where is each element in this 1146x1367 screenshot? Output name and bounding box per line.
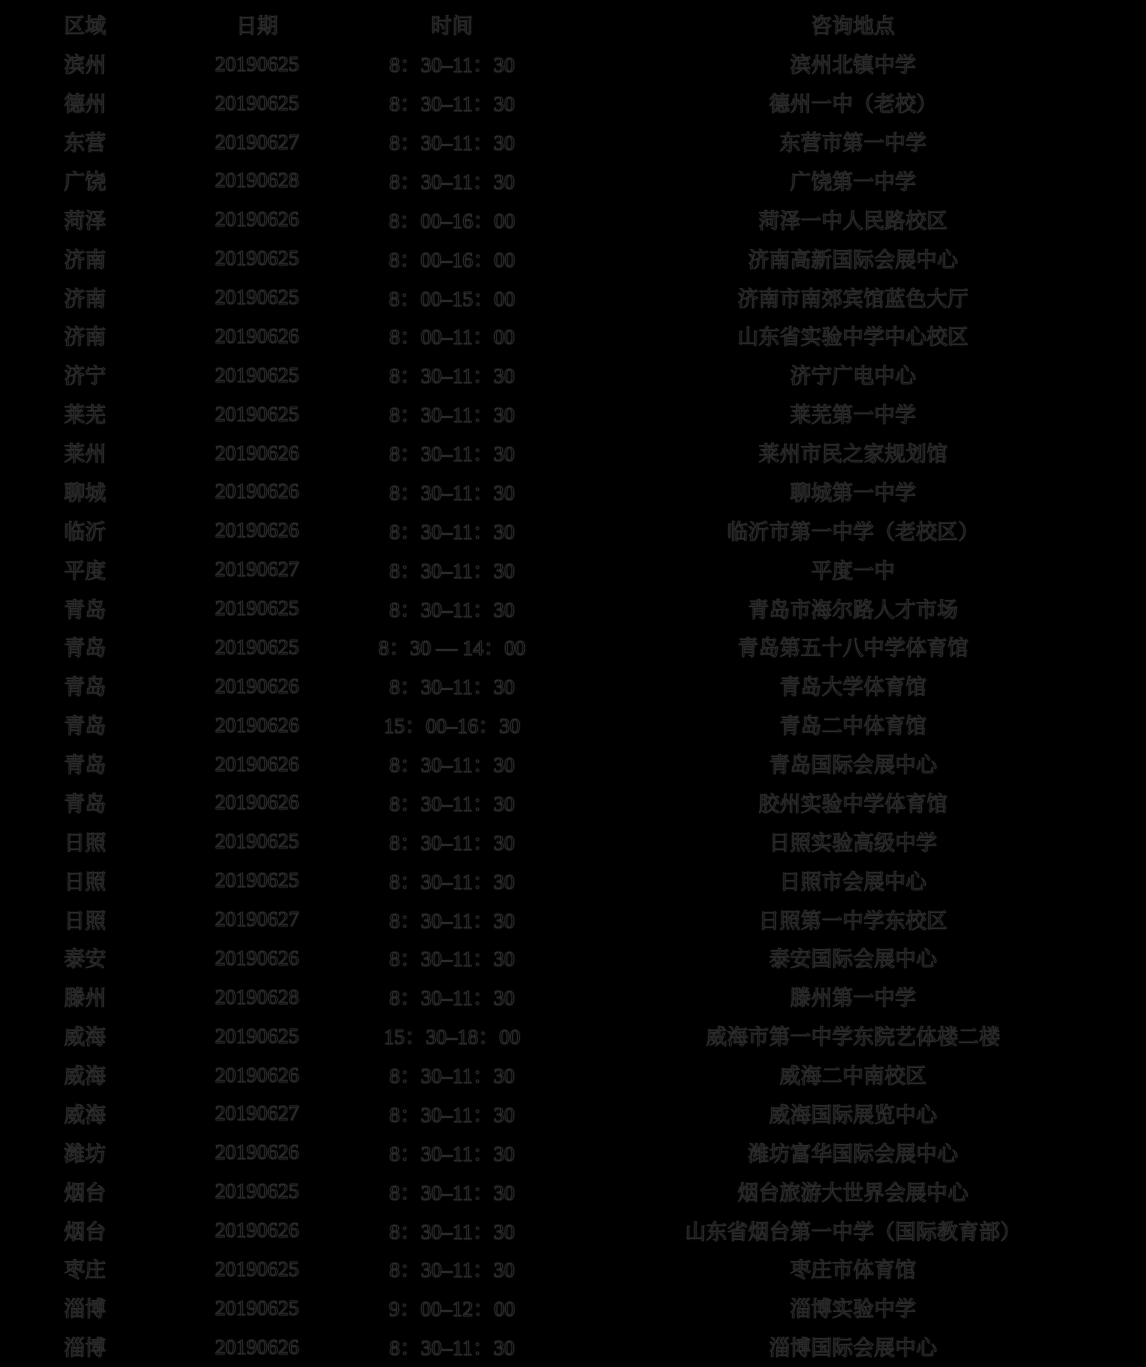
table-row [0, 1172, 1146, 1211]
table-row [0, 511, 1146, 550]
table-row [0, 589, 1146, 628]
cell-date: 20190626 [215, 440, 299, 465]
table-row [0, 356, 1146, 395]
cell-time: 8：30–11：30 [389, 442, 515, 467]
cell-date: 20190625 [215, 1179, 299, 1204]
cell-region: 平度 [64, 558, 106, 583]
cell-time: 8：30–11：30 [389, 480, 515, 505]
cell-location: 青岛大学体育馆 [779, 675, 927, 700]
cell-region: 莱州 [64, 442, 106, 467]
cell-date: 20190626 [215, 712, 299, 737]
cell-location: 平度一中 [811, 558, 895, 583]
table-row [0, 1328, 1146, 1367]
cell-location: 泰安国际会展中心 [769, 947, 937, 972]
table-row [0, 745, 1146, 784]
cell-time: 8：00–11：00 [389, 325, 515, 350]
cell-location: 青岛二中体育馆 [779, 714, 927, 739]
table-row [0, 317, 1146, 356]
cell-time: 8：30–11：30 [389, 753, 515, 778]
cell-date: 20190625 [215, 246, 299, 271]
table-row [0, 667, 1146, 706]
cell-location: 聊城第一中学 [790, 480, 916, 505]
cell-location: 山东省烟台第一中学（国际教育部） [685, 1219, 1021, 1244]
cell-time: 8：30–11：30 [389, 519, 515, 544]
cell-location: 菏泽一中人民路校区 [758, 208, 948, 233]
cell-date: 20190625 [215, 90, 299, 115]
cell-date: 20190627 [215, 907, 299, 932]
cell-region: 青岛 [64, 791, 106, 816]
cell-time: 8：30–11：30 [389, 1102, 515, 1127]
cell-region: 威海 [64, 1064, 106, 1089]
cell-region: 济南 [64, 247, 106, 272]
table-row [0, 239, 1146, 278]
cell-time: 9：00–12：00 [389, 1297, 515, 1322]
cell-date: 20190626 [215, 479, 299, 504]
cell-time: 8：30–11：30 [389, 1141, 515, 1166]
cell-date: 20190625 [215, 1295, 299, 1320]
cell-date: 20190625 [215, 1023, 299, 1048]
table-row [0, 434, 1146, 473]
cell-location: 威海二中南校区 [779, 1064, 927, 1089]
cell-region: 泰安 [64, 947, 106, 972]
cell-location: 烟台旅游大世界会展中心 [737, 1180, 969, 1205]
cell-location: 济宁广电中心 [790, 364, 916, 389]
cell-time: 8：30–11：30 [389, 1219, 515, 1244]
cell-time: 8：30–11：30 [389, 53, 515, 78]
cell-date: 20190625 [215, 1256, 299, 1281]
cell-region: 滨州 [64, 53, 106, 78]
cell-date: 20190625 [215, 596, 299, 621]
cell-date: 20190628 [215, 168, 299, 193]
cell-date: 20190625 [215, 401, 299, 426]
cell-region: 日照 [64, 830, 106, 855]
cell-date: 20190626 [215, 207, 299, 232]
header-cell-location: 咨询地点 [811, 14, 895, 39]
cell-time: 8：30–11：30 [389, 1258, 515, 1283]
table-header-row [0, 6, 1146, 45]
cell-region: 青岛 [64, 714, 106, 739]
table-row [0, 784, 1146, 823]
cell-date: 20190625 [215, 285, 299, 310]
header-cell-time: 时间 [431, 14, 473, 39]
cell-time: 8：30–11：30 [389, 830, 515, 855]
cell-time: 8：30–11：30 [389, 986, 515, 1011]
cell-time: 8：30–11：30 [389, 558, 515, 583]
cell-location: 济南高新国际会展中心 [748, 247, 958, 272]
cell-location: 日照第一中学东校区 [758, 908, 948, 933]
table-row [0, 395, 1146, 434]
cell-region: 日照 [64, 908, 106, 933]
cell-date: 20190626 [215, 1140, 299, 1165]
cell-region: 聊城 [64, 480, 106, 505]
table-row [0, 900, 1146, 939]
table-row [0, 278, 1146, 317]
cell-region: 烟台 [64, 1219, 106, 1244]
cell-date: 20190626 [215, 945, 299, 970]
cell-time: 8：30–11：30 [389, 791, 515, 816]
cell-region: 临沂 [64, 519, 106, 544]
header-cell-region: 区域 [64, 14, 106, 39]
cell-location: 滕州第一中学 [790, 986, 916, 1011]
cell-date: 20190626 [215, 673, 299, 698]
cell-time: 15：30–18：00 [383, 1025, 521, 1050]
cell-region: 青岛 [64, 636, 106, 661]
cell-region: 枣庄 [64, 1258, 106, 1283]
cell-time: 8：30–11：30 [389, 1064, 515, 1089]
cell-region: 青岛 [64, 675, 106, 700]
table-row [0, 45, 1146, 84]
table-row [0, 1133, 1146, 1172]
cell-time: 8：00–16：00 [389, 247, 515, 272]
table-row [0, 1017, 1146, 1056]
cell-date: 20190626 [215, 1334, 299, 1359]
cell-region: 烟台 [64, 1180, 106, 1205]
cell-date: 20190627 [215, 1101, 299, 1126]
cell-date: 20190625 [215, 868, 299, 893]
cell-time: 15：00–16：30 [383, 714, 521, 739]
table-row [0, 822, 1146, 861]
cell-time: 8：30–11：30 [389, 869, 515, 894]
cell-region: 日照 [64, 869, 106, 894]
cell-time: 8：30–11：30 [389, 364, 515, 389]
cell-location: 临沂市第一中学（老校区） [727, 519, 979, 544]
cell-location: 日照市会展中心 [779, 869, 927, 894]
cell-region: 莱芜 [64, 403, 106, 428]
cell-region: 青岛 [64, 597, 106, 622]
cell-date: 20190626 [215, 323, 299, 348]
cell-region: 东营 [64, 131, 106, 156]
table-row [0, 861, 1146, 900]
cell-date: 20190625 [215, 51, 299, 76]
cell-time: 8：00–15：00 [389, 286, 515, 311]
cell-location: 青岛市海尔路人才市场 [748, 597, 958, 622]
cell-location: 枣庄市体育馆 [790, 1258, 916, 1283]
cell-region: 济南 [64, 286, 106, 311]
cell-location: 淄博实验中学 [790, 1297, 916, 1322]
cell-time: 8：30–11：30 [389, 675, 515, 700]
cell-location: 莱芜第一中学 [790, 403, 916, 428]
cell-time: 8：30–11：30 [389, 92, 515, 117]
table-row [0, 200, 1146, 239]
table-row [0, 1211, 1146, 1250]
cell-region: 菏泽 [64, 208, 106, 233]
cell-location: 广饶第一中学 [790, 169, 916, 194]
cell-location: 德州一中（老校） [769, 92, 937, 117]
cell-region: 威海 [64, 1025, 106, 1050]
cell-location: 日照实验高级中学 [769, 830, 937, 855]
table-row [0, 123, 1146, 162]
cell-location: 威海市第一中学东院艺体楼二楼 [706, 1025, 1000, 1050]
cell-date: 20190626 [215, 751, 299, 776]
table-row [0, 1289, 1146, 1328]
cell-time: 8：30 — 14：00 [378, 636, 526, 661]
cell-region: 淄博 [64, 1297, 106, 1322]
cell-date: 20190627 [215, 129, 299, 154]
cell-date: 20190627 [215, 557, 299, 582]
cell-time: 8：30–11：30 [389, 947, 515, 972]
cell-region: 威海 [64, 1102, 106, 1127]
table-row [0, 978, 1146, 1017]
cell-date: 20190626 [215, 790, 299, 815]
cell-location: 滨州北镇中学 [790, 53, 916, 78]
cell-time: 8：30–11：30 [389, 403, 515, 428]
cell-date: 20190626 [215, 1062, 299, 1087]
cell-time: 8：30–11：30 [389, 908, 515, 933]
cell-date: 20190625 [215, 829, 299, 854]
cell-time: 8：30–11：30 [389, 597, 515, 622]
cell-region: 青岛 [64, 753, 106, 778]
table-row [0, 1250, 1146, 1289]
cell-time: 8：00–16：00 [389, 208, 515, 233]
cell-region: 滕州 [64, 986, 106, 1011]
cell-region: 潍坊 [64, 1141, 106, 1166]
cell-region: 济南 [64, 325, 106, 350]
table-row [0, 1095, 1146, 1134]
cell-location: 威海国际展览中心 [769, 1102, 937, 1127]
cell-location: 潍坊富华国际会展中心 [748, 1141, 958, 1166]
cell-time: 8：30–11：30 [389, 1180, 515, 1205]
table-row [0, 628, 1146, 667]
cell-date: 20190625 [215, 362, 299, 387]
cell-location: 济南市南郊宾馆蓝色大厅 [737, 286, 969, 311]
table-row [0, 550, 1146, 589]
table-row [0, 939, 1146, 978]
cell-time: 8：30–11：30 [389, 1336, 515, 1361]
cell-location: 莱州市民之家规划馆 [758, 442, 948, 467]
cell-time: 8：30–11：30 [389, 131, 515, 156]
cell-region: 德州 [64, 92, 106, 117]
cell-region: 广饶 [64, 169, 106, 194]
table-row [0, 473, 1146, 512]
cell-region: 济宁 [64, 364, 106, 389]
header-cell-date: 日期 [236, 14, 278, 39]
cell-location: 青岛国际会展中心 [769, 753, 937, 778]
cell-date: 20190626 [215, 1218, 299, 1243]
cell-date: 20190628 [215, 984, 299, 1009]
cell-region: 淄博 [64, 1336, 106, 1361]
cell-location: 淄博国际会展中心 [769, 1336, 937, 1361]
table-row [0, 706, 1146, 745]
cell-location: 胶州实验中学体育馆 [758, 791, 948, 816]
cell-date: 20190625 [215, 634, 299, 659]
cell-location: 东营市第一中学 [779, 131, 927, 156]
cell-location: 山东省实验中学中心校区 [737, 325, 969, 350]
cell-location: 青岛第五十八中学体育馆 [737, 636, 969, 661]
cell-time: 8：30–11：30 [389, 169, 515, 194]
cell-date: 20190626 [215, 518, 299, 543]
table-row [0, 84, 1146, 123]
table-row [0, 1056, 1146, 1095]
table-row [0, 162, 1146, 201]
